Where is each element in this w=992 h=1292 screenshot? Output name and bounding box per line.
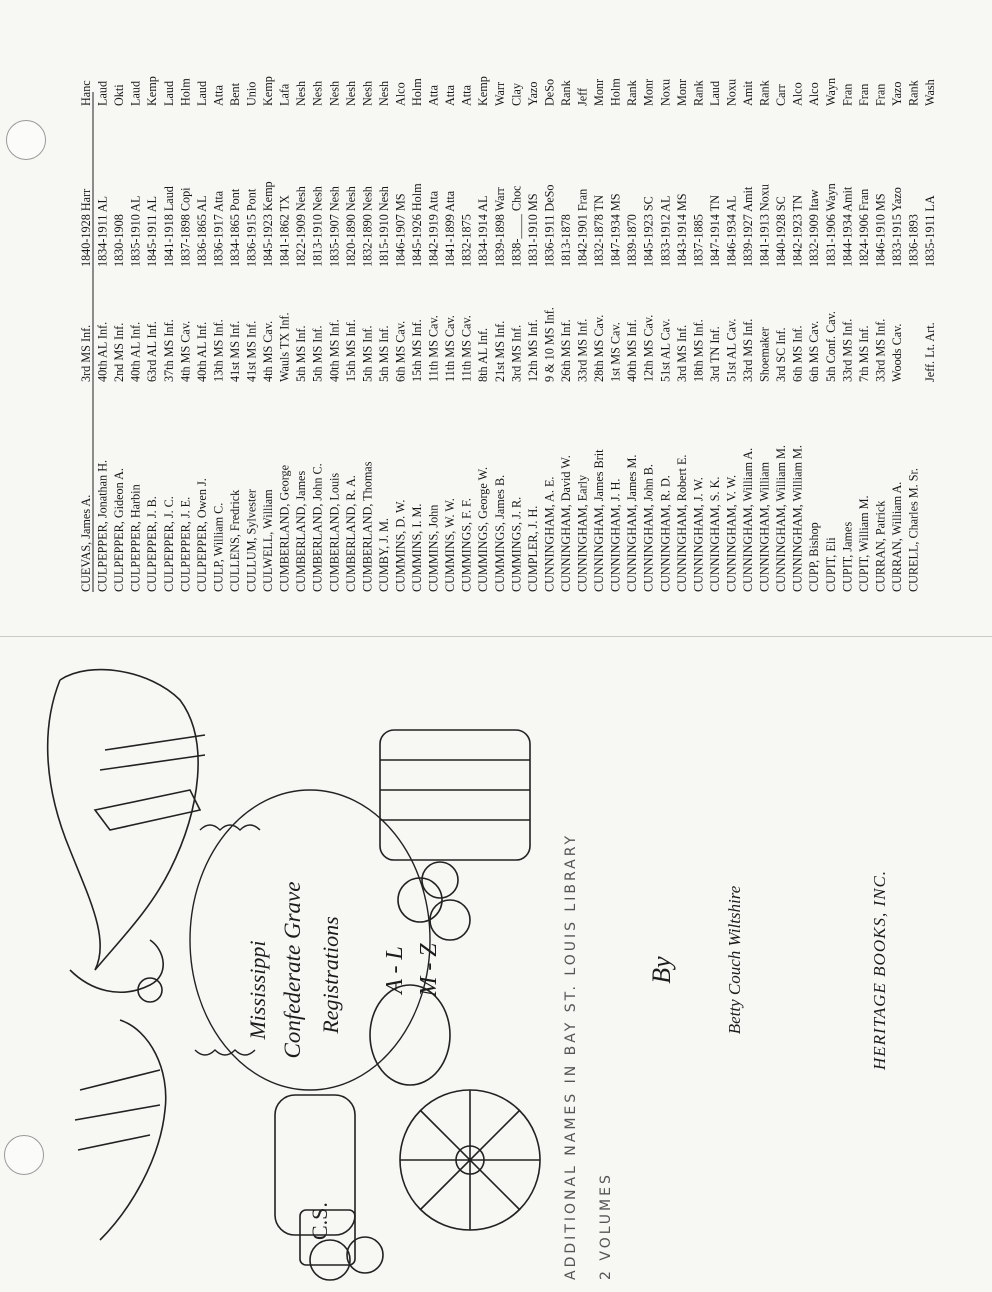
row-unit: 5th MS Inf. xyxy=(376,325,391,382)
row-county: Okti xyxy=(112,84,127,106)
row-name: CULPEPPER, J. C. xyxy=(161,496,176,592)
handwritten-note-line2: 2 VOLUMES xyxy=(598,1172,614,1280)
row-unit: 18th MS Inf. xyxy=(691,319,706,382)
row-years: 1832-1909 Itaw xyxy=(807,189,822,267)
row-unit: 7th MS Inf. xyxy=(856,325,871,382)
row-unit: 4th MS Cav. xyxy=(261,320,276,382)
row-county: Kemp xyxy=(261,76,276,106)
row-county: Nesh xyxy=(376,80,391,106)
eagle-illustration xyxy=(48,670,205,1240)
row-name: CUPIT, William M. xyxy=(856,495,871,592)
row-years: 1847-1934 MS xyxy=(608,193,623,267)
row-name: CULWELL, William xyxy=(261,489,276,592)
row-unit: 41st MS Inf. xyxy=(244,320,259,382)
row-county: Atta xyxy=(443,85,458,106)
row-county: Nesh xyxy=(294,80,309,106)
row-name: CUNNINGHAM, J. H. xyxy=(608,478,623,592)
row-county: Unio xyxy=(244,81,259,106)
row-name: CULPEPPER, J. E. xyxy=(178,496,193,592)
row-years: 1830-1908 xyxy=(112,214,127,267)
row-unit: 13th MS Inf. xyxy=(211,319,226,382)
row-years: 1838-____ Choc xyxy=(509,185,524,267)
row-unit: 9 & 10 MS Inf. xyxy=(542,307,557,382)
row-years: 1839-1898 Warr xyxy=(492,187,507,267)
row-unit: 41st MS Inf. xyxy=(227,320,242,382)
row-name: CUNNINGHAM, V. W. xyxy=(724,474,739,592)
row-years: 1836-1893 xyxy=(906,214,921,267)
row-name: CURRAN, William A. xyxy=(889,481,904,592)
row-county: Nesh xyxy=(343,80,358,106)
row-years: 1841-1918 Laud xyxy=(161,186,176,267)
row-name: CUNNINGHAM, William M. xyxy=(774,445,789,592)
row-county: Nesh xyxy=(360,80,375,106)
row-name: CULPEPPER, Harbin xyxy=(128,484,143,592)
row-county: Noxu xyxy=(658,78,673,106)
row-years: 1843-1914 MS xyxy=(674,193,689,267)
row-years: 1832-1890 Nesh xyxy=(360,186,375,267)
row-county: Holm xyxy=(410,78,424,106)
row-county: Kemp xyxy=(145,76,160,106)
row-years: 1824-1906 Fran xyxy=(856,188,871,267)
row-name: CUMMINGS, F. F. xyxy=(459,498,474,592)
row-name: CUMMINS, I. M. xyxy=(410,503,424,592)
row-county: Laud xyxy=(95,80,110,106)
row-unit: 51st AL Cav. xyxy=(658,318,673,382)
row-years: 1845-1923 Kemp xyxy=(261,181,276,267)
header-name: CUEVAS, James A. xyxy=(79,494,93,592)
row-unit: 8th AL Inf. xyxy=(476,327,491,382)
row-county: Holm xyxy=(608,78,623,106)
row-years: 1835-1907 Nesh xyxy=(327,186,342,267)
row-name: CUMMINGS, James B. xyxy=(492,474,507,592)
row-years: 1836-1865 AL xyxy=(194,195,209,267)
row-unit: 5th Conf. Cav. xyxy=(823,311,838,382)
wreath-illustration xyxy=(190,790,430,1090)
row-years: 1836-1917 Atta xyxy=(211,190,226,267)
row-county: Rank xyxy=(691,80,706,106)
row-unit: 33rd MS Inf. xyxy=(575,318,590,382)
row-unit: 6th MS Inf. xyxy=(790,325,805,382)
row-years: 1841-1899 Atta xyxy=(443,190,458,267)
row-county: Wayn xyxy=(823,77,838,106)
row-county: Atta xyxy=(426,85,441,106)
row-county: Warr xyxy=(492,81,507,106)
row-name: CUNNINGHAM, J. W. xyxy=(691,477,706,592)
row-name: CUNNINGHAM, William xyxy=(757,462,772,592)
row-name: CUMBERLAND, R. A. xyxy=(343,475,358,592)
row-unit: 28th MS Cav. xyxy=(592,314,607,382)
row-unit: 2nd MS Inf. xyxy=(112,322,127,382)
row-unit: 12th MS Inf. xyxy=(525,319,540,382)
row-years: 1846-1907 MS xyxy=(393,193,408,267)
row-name: CUPIT, James xyxy=(840,521,855,592)
row-years: 1813-1910 Nesh xyxy=(310,186,325,267)
row-years: 1845-1923 SC xyxy=(641,196,656,267)
row-unit: 6th MS Cav. xyxy=(807,320,822,382)
row-county: Monr xyxy=(674,78,689,106)
row-county: Monr xyxy=(592,78,607,106)
row-name: CULPEPPER, Owen J. xyxy=(194,478,209,592)
row-county: Fran xyxy=(856,83,871,106)
row-name: CUMMINS, W. W. xyxy=(443,498,458,592)
row-years: 1833-1912 AL xyxy=(658,195,673,267)
row-county: Nesh xyxy=(327,80,342,106)
row-unit: 3rd MS Inf. xyxy=(674,324,689,382)
row-name: CUMBERLAND, James xyxy=(294,470,309,592)
row-name: CUMBY, J. M. xyxy=(376,518,391,592)
row-unit: 5th MS Inf. xyxy=(294,325,309,382)
row-unit: 5th MS Inf. xyxy=(310,325,325,382)
row-name: CUNNINGHAM, William A. xyxy=(741,447,755,592)
cover-publisher: HERITAGE BOOKS, INC. xyxy=(870,869,889,1071)
row-years: 1815-1910 Nesh xyxy=(376,186,391,267)
row-years: 1822-1909 Nesh xyxy=(294,186,309,267)
handwritten-note-line1: ADDITIONAL NAMES IN BAY ST. LOUIS LIBRARY xyxy=(563,832,579,1280)
row-unit: 15th MS Inf. xyxy=(343,319,358,382)
row-years: 1832-1875 xyxy=(459,214,474,267)
row-county: Noxu xyxy=(724,78,739,106)
row-unit: 21st MS Inf. xyxy=(492,320,507,382)
row-county: DeSo xyxy=(542,78,557,106)
cannon-illustration xyxy=(275,730,540,1280)
row-county: Alco xyxy=(393,82,408,106)
row-county: Bent xyxy=(227,82,242,106)
row-name: CUPIT, Eli xyxy=(823,537,838,592)
cannon-letters: C.S. xyxy=(307,1202,332,1240)
row-unit: 40th AL Inf. xyxy=(194,321,209,382)
row-years: 1845-1911 AL xyxy=(145,196,160,267)
row-name: CUMMINGS, J. R. xyxy=(509,496,524,592)
book-cover xyxy=(0,640,992,1292)
row-county: Nesh xyxy=(310,80,325,106)
row-name: CUMBERLAND, Thomas xyxy=(360,461,375,592)
row-unit: 26th MS Inf. xyxy=(558,319,573,382)
row-county: Alco xyxy=(790,82,805,106)
cover-title-line3: Registrations xyxy=(318,916,343,1034)
row-county: Alco xyxy=(807,82,822,106)
row-unit: 37th MS Inf. xyxy=(161,319,176,382)
row-unit: Wauls TX Inf. xyxy=(277,312,292,382)
row-name: CUNNINGHAM, John B. xyxy=(641,464,656,592)
cover-author: Betty Couch Wiltshire xyxy=(725,885,744,1035)
row-unit: 3rd SC Inf. xyxy=(774,327,789,382)
row-unit: 12th MS Cav. xyxy=(641,314,656,382)
cover-volume-2: M - Z xyxy=(416,943,442,997)
row-name: CULPEPPER, Gideon A. xyxy=(112,468,127,592)
row-county: Rank xyxy=(906,80,921,106)
row-name: CULLENS, Fredrick xyxy=(227,489,242,592)
row-county: Monr xyxy=(641,78,656,106)
row-years: 1839-1927 Amit xyxy=(741,186,755,267)
row-unit: 11th MS Cav. xyxy=(443,315,458,382)
cover-by: By xyxy=(647,956,676,984)
row-years: 1834-1911 AL xyxy=(95,196,110,267)
row-name: CURRAN, Patrick xyxy=(873,500,888,592)
row-unit: 3rd MS Inf. xyxy=(509,324,524,382)
row-name: CUNNINGHAM, James Brit xyxy=(592,449,607,592)
row-years: 1846-1934 AL xyxy=(724,195,739,267)
row-county: Yazo xyxy=(525,81,540,106)
row-years: 1837-1898 Copi xyxy=(178,187,193,267)
row-unit: 51st AL Cav. xyxy=(724,318,739,382)
row-county: Rank xyxy=(625,80,640,106)
row-name: CUNNINGHAM, James M. xyxy=(625,454,640,592)
row-unit: 6th MS Cav. xyxy=(393,320,408,382)
row-unit: 40th MS Inf. xyxy=(327,319,342,382)
row-years: 1844-1934 Amit xyxy=(840,186,855,267)
row-years: 1813-1878 xyxy=(558,214,573,267)
row-name: CUMMINS, D. W. xyxy=(393,499,408,592)
row-years: 1837-1885 xyxy=(691,214,706,267)
row-name: CUNNINGHAM, Early xyxy=(575,474,590,592)
row-years: 1840-1928 SC xyxy=(774,196,789,267)
header-county: Hanc xyxy=(79,80,93,106)
row-unit: 4th MS Cav. xyxy=(178,320,193,382)
row-unit: 33rd MS Inf. xyxy=(873,318,888,382)
row-name: CUNNINGHAM, William M. xyxy=(790,445,805,592)
row-name: CUNNINGHAM, S. K. xyxy=(707,476,722,592)
row-name: CULPEPPER, J. B. xyxy=(145,496,160,592)
row-county: Rank xyxy=(757,80,772,106)
row-years: 1834-1914 AL xyxy=(476,195,491,267)
row-years: 1841-1862 TX xyxy=(277,195,292,267)
row-county: Atta xyxy=(459,85,474,106)
row-county: Rank xyxy=(558,80,573,106)
row-name: CUMPLER, J. H. xyxy=(525,505,540,592)
row-unit: 33rd MS Inf. xyxy=(840,318,855,382)
registration-table xyxy=(0,0,992,640)
row-years: 1836-1911 DeSo xyxy=(542,184,557,267)
row-county: Yazo xyxy=(889,81,904,106)
row-name: CUNNINGHAM, R. D. xyxy=(658,475,673,592)
row-name: CULPEPPER, Jonathan H. xyxy=(95,459,110,592)
row-years: 1845-1926 Holm xyxy=(410,183,424,267)
row-unit: 11th MS Cav. xyxy=(459,315,474,382)
row-name: CULP, William C. xyxy=(211,502,226,592)
row-county: Kemp xyxy=(476,76,491,106)
row-county: Laud xyxy=(128,80,143,106)
row-years: 1847-1914 TN xyxy=(707,195,722,267)
row-county: Wash xyxy=(923,79,938,106)
header-unit: 3rd MS Inf. xyxy=(79,324,93,382)
row-years: 1842-1919 Atta xyxy=(426,190,441,267)
row-county: Jeff xyxy=(575,87,590,106)
row-county: Amit xyxy=(741,80,755,106)
row-county: Holm xyxy=(178,78,193,106)
row-years: 1842-1901 Fran xyxy=(575,188,590,267)
row-unit: Woods Cav. xyxy=(889,323,904,382)
row-county: Carr xyxy=(774,84,789,106)
row-name: CUMBERLAND, George xyxy=(277,464,292,592)
row-unit: 63rd AL Inf. xyxy=(145,321,160,382)
row-years: 1834-1865 Pont xyxy=(227,188,242,267)
row-county: Laud xyxy=(707,80,722,106)
row-county: Clay xyxy=(509,82,524,106)
row-unit: 40th AL Inf. xyxy=(95,321,110,382)
row-name: CUPP, Bishop xyxy=(807,522,822,592)
cover-title-line2: Confederate Grave xyxy=(280,881,305,1059)
row-years: 1842-1923 TN xyxy=(790,195,805,267)
row-unit: Shoemaker xyxy=(757,327,772,382)
row-years: 1846-1910 MS xyxy=(873,193,888,267)
row-years: 1833-1915 Yazo xyxy=(889,187,904,267)
row-years: 1835-1910 AL xyxy=(128,195,143,267)
row-county: Laud xyxy=(194,80,209,106)
row-name: CUNNINGHAM, Robert E. xyxy=(674,454,689,592)
row-years: 1836-1915 Pont xyxy=(244,188,259,267)
row-years: 1831-1906 Wayn xyxy=(823,183,838,267)
row-unit: 40th MS Inf. xyxy=(625,319,640,382)
row-name: CUMBERLAND, John C. xyxy=(310,463,325,592)
row-county: Atta xyxy=(211,85,226,106)
row-unit: 15th MS Inf. xyxy=(410,319,424,382)
row-name: CURELL, Charles M. Sr. xyxy=(906,468,921,592)
row-unit: 40th AL Inf. xyxy=(128,321,143,382)
row-years: 1831-1910 MS xyxy=(525,193,540,267)
cover-title-line1: Mississippi xyxy=(245,940,270,1040)
row-years: 1832-1878 TN xyxy=(592,195,607,267)
row-name: CUNNINGHAM, David W. xyxy=(558,455,573,592)
row-name: CUNNINGHAM, A. E. xyxy=(542,476,557,592)
row-name: CULLUM, Sylvester xyxy=(244,489,259,592)
row-unit: 5th MS Inf. xyxy=(360,325,375,382)
row-name: CUMMINS, John xyxy=(426,504,441,592)
header-years: 1840-1928 Harr xyxy=(79,188,93,267)
row-county: Fran xyxy=(873,83,888,106)
row-unit: 33rd MS Inf. xyxy=(741,318,755,382)
row-years: 1841-1913 Noxu xyxy=(757,184,772,267)
row-years: 1835-1911 LA xyxy=(923,195,938,267)
row-unit: 11th MS Cav. xyxy=(426,315,441,382)
row-county: Laud xyxy=(161,80,176,106)
row-years: 1839-1870 xyxy=(625,214,640,267)
row-unit: Jeff. Lt. Art. xyxy=(923,322,938,382)
row-name: CUMMINGS, George W. xyxy=(476,466,491,592)
row-county: Lafa xyxy=(277,83,292,106)
row-unit: 3rd TN Inf. xyxy=(707,326,722,382)
row-name: CUMBERLAND, Louis xyxy=(327,472,342,592)
row-years: 1820-1890 Nesh xyxy=(343,186,358,267)
row-unit: 1st MS Cav. xyxy=(608,322,623,382)
row-county: Fran xyxy=(840,83,855,106)
cover-volume-1: A - L xyxy=(382,946,408,994)
